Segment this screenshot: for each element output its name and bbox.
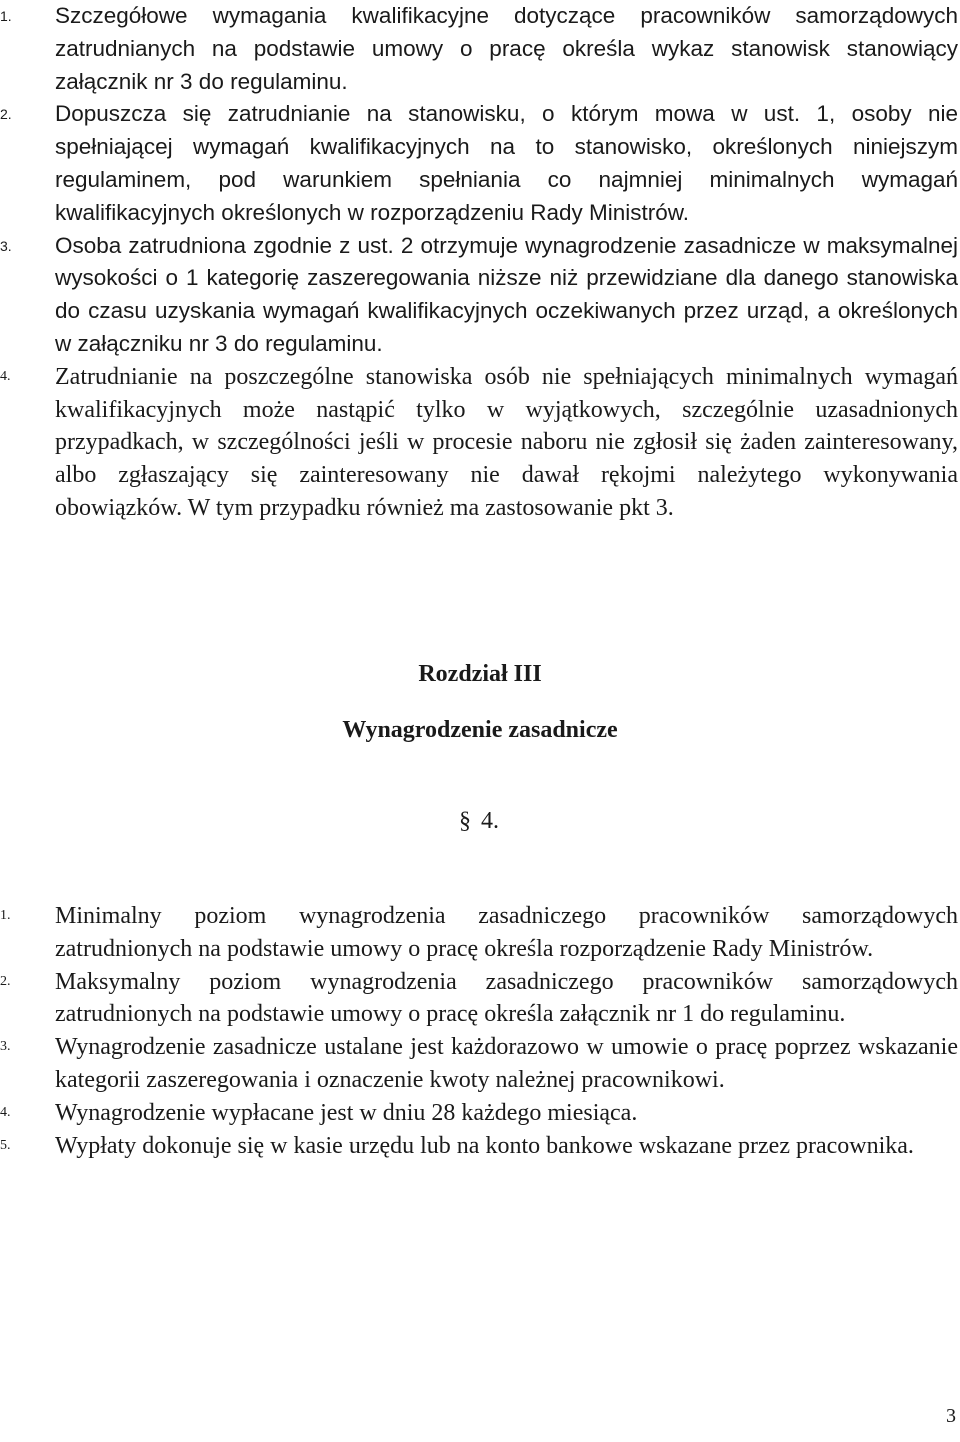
list-item <box>0 361 960 525</box>
section-number: 4. <box>481 808 499 834</box>
list-item-text: Maksymalny poziom wynagrodzenia zasadniczego pracowników samorządowych zatrudnionych na podstawie umowy o pracę określa załącznik nr 1 do regulaminu. <box>55 968 958 1028</box>
list-item <box>0 230 960 361</box>
list-item-text: Wynagrodzenie wypłacane jest w dniu 28 każdego miesiąca. <box>55 1099 638 1126</box>
list-item <box>0 1031 960 1097</box>
section-symbol: § <box>459 808 471 834</box>
list-item-number: 2. <box>0 106 12 123</box>
page-number: 3 <box>946 1405 956 1427</box>
list-item-number: 2. <box>0 973 11 989</box>
section-heading <box>459 808 499 835</box>
numbered-list-top <box>0 0 960 525</box>
numbered-list-bottom <box>0 900 960 1162</box>
list-item-number: 3. <box>0 1039 11 1055</box>
list-item-text: Wynagrodzenie zasadnicze ustalane jest każdorazowo w umowie o pracę poprzez wskazanie kategorii zaszeregowania i oznaczenie kwoty należnej pracownikowi. <box>55 1034 958 1093</box>
list-item <box>0 0 960 98</box>
list-item <box>0 900 960 966</box>
list-item-text: Osoba zatrudniona zgodnie z ust. 2 otrzymuje wynagrodzenie zasadnicze w maksymalnej wysokości o 1 kategorię zaszeregowania niższe niż przewidziane dla danego stanowiska do czasu uzyskania wymagań kwalifikacyjnych oczekiwanych przez urząd, a określonych w załączniku nr 3 do regulaminu. <box>55 232 958 356</box>
list-item <box>0 98 960 229</box>
list-item <box>0 1130 960 1163</box>
list-item-text: Szczegółowe wymagania kwalifikacyjne dotyczące pracowników samorządowych zatrudnianych na podstawie umowy o pracę określa wykaz stanowisk stanowiący załącznik nr 3 do regulaminu. <box>55 3 958 94</box>
list-item-number: 4. <box>0 1104 11 1120</box>
list-item <box>0 966 960 1032</box>
list-item-text: Minimalny poziom wynagrodzenia zasadniczego pracowników samorządowych zatrudnionych na podstawie umowy o pracę określa rozporządzenie Rady Ministrów. <box>55 903 958 962</box>
list-item-number: 1. <box>0 908 11 923</box>
list-item-text: Zatrudnianie na poszczególne stanowiska osób nie spełniających minimalnych wymagań kwalifikacyjnych może nastąpić tylko w wyjątkowych, szczególnie uzasadnionych przypadkach, w szczególności jeśli w procesie naboru nie zgłosił się żaden zainteresowany, albo zgłaszający się zainteresowany nie dawał rękojmi należytego wykonywania obowiązków. W tym przypadku również ma zastosowanie pkt 3. <box>55 363 958 521</box>
list-item-number: 3. <box>0 237 12 254</box>
chapter-number: Rozdział III <box>418 661 542 687</box>
list-item-number: 1. <box>0 8 12 24</box>
list-item <box>0 1097 960 1130</box>
list-item-number: 5. <box>0 1137 11 1153</box>
list-item-text: Wypłaty dokonuje się w kasie urzędu lub na konto bankowe wskazane przez pracownika. <box>55 1132 914 1159</box>
chapter-title: Wynagrodzenie zasadnicze <box>342 717 618 743</box>
list-item-number: 4. <box>0 368 11 384</box>
list-item-text: Dopuszcza się zatrudnianie na stanowisku, o którym mowa w ust. 1, osoby nie spełniającej wymagań kwalifikacyjnych na to stanowisko, określonych niniejszym regulaminem, pod warunkiem spełniania co najmniej minimalnych wymagań kwalifikacyjnych określonych w rozporządzeniu Rady Ministrów. <box>55 101 958 225</box>
